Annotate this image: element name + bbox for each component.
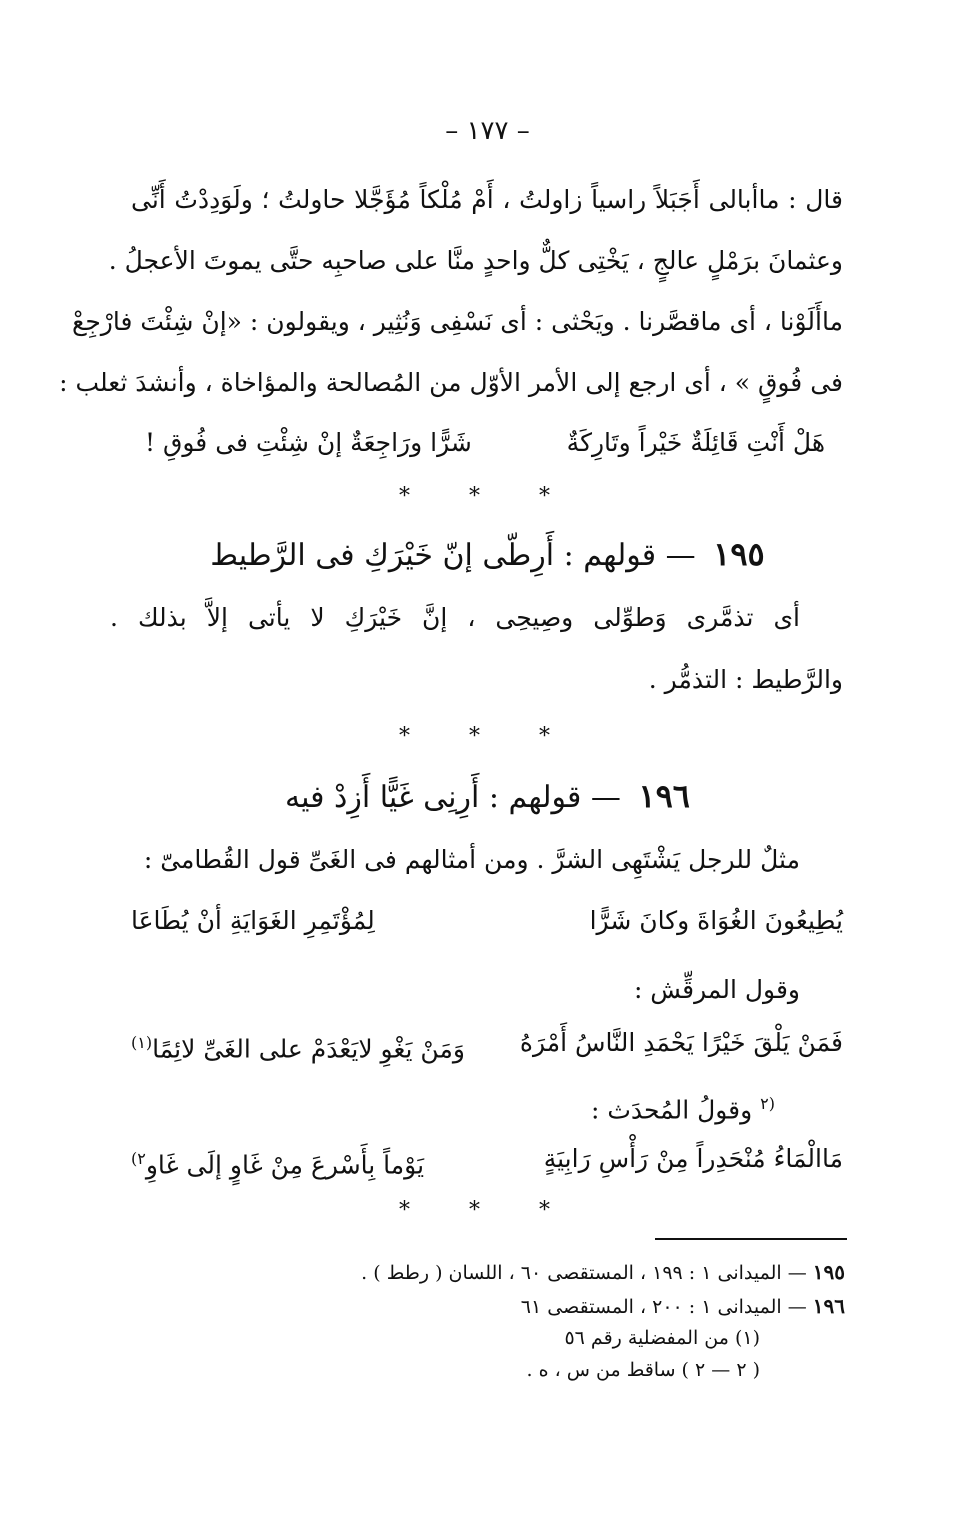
text-line: قال : ماأبالى أَجَبَلاً راسياً زاولتُ ، أَمْ مُلْكاً مُؤَجَّلا حاولتُ ؛ ولَوَدِدْتُ أَنِّى <box>131 185 843 214</box>
section-separator: * * * <box>399 1198 576 1223</box>
footnote-mark: ٢) <box>131 1149 146 1168</box>
footnote-text: — الميدانى ١ : ١٩٩ ، المستقصى ٦٠ ، اللسان ( رطط ) . <box>361 1262 807 1284</box>
footnote <box>133 1258 845 1287</box>
section-heading <box>0 532 975 578</box>
verse-text: وَمَنْ يَغْوِ لايَعْدَمْ على الغَىِّ لائِمًا <box>152 1034 465 1064</box>
verse-hemistich-left: شَرًّا ورَاجِعَةٌ إنْ شِئْتِ فى فُوقِ ! <box>145 428 472 457</box>
footnote <box>133 1292 845 1321</box>
footnote <box>48 1356 760 1384</box>
text-line: والرَّطيط : التذمُّر . <box>648 665 843 694</box>
section-title: — قولهم : أَرِطّى إنّ خَيْرَكِ فى الرَّطيط <box>210 538 696 573</box>
verse-hemistich-right: يُطِيعُونَ الغُوَاةَ وكانَ شَرًّا <box>589 906 843 935</box>
verse-line <box>131 1140 843 1184</box>
section-number: ١٩٥ <box>713 535 765 573</box>
text-line <box>63 1086 775 1128</box>
text-line: أى تذمَّرى وَطوِّلى وصِيحِى ، إنَّ خَيْرَكِ لا يأتى إلاَّ بذلك . <box>110 603 800 632</box>
section-heading <box>0 774 975 820</box>
footnote-text: (١) من المفضلية رقم ٥٦ <box>564 1327 760 1349</box>
verse-hemistich-right: مَاالْمَاءُ مُنْحَدِراً مِنْ رَأْسِ رَابِيَةٍ <box>543 1144 843 1173</box>
footnote-mark: (٢ <box>760 1094 775 1113</box>
footnote-number: ١٩٥ <box>812 1260 845 1284</box>
footnote-rule <box>655 1238 847 1240</box>
verse-hemistich-right: هَلْ أَنْتِ قَائِلَةٌ خَيْراً وتَارِكَةٌ <box>566 428 825 457</box>
section-separator: * * * <box>399 724 576 749</box>
footnote <box>48 1324 760 1352</box>
text-line: ماأَلَوْنا ، أى ماقصَّرنا . ويَحْثى : أى نَسْفِى وَنُثِير ، ويقولون : «إنْ شِئْتَ فارْجِعْ <box>72 307 843 336</box>
verse-line <box>131 902 843 940</box>
text-fragment: وقولُ المُحدَث : <box>590 1095 753 1125</box>
verse-hemistich-right: فَمَنْ يَلْقَ خَيْرًا يَحْمَدِ النَّاسُ أَمْرَهُ <box>519 1028 843 1057</box>
verse-hemistich-left <box>131 1024 465 1068</box>
page-number: – ١٧٧ – <box>445 116 530 146</box>
footnote-number: ١٩٦ <box>812 1294 845 1318</box>
section-number: ١٩٦ <box>638 777 690 815</box>
footnote-text: ( ٢ — ٢ ) ساقط من س ، ه . <box>526 1359 760 1381</box>
section-title: — قولهم : أَرِنِى غَيًّا أَزِدْ فيه <box>285 780 621 815</box>
text-line: وقول المرقِّش : <box>633 975 800 1004</box>
footnote-text: — الميدانى ١ : ٢٠٠ ، المستقصى ٦١ <box>520 1296 807 1318</box>
verse-line <box>145 424 825 462</box>
verse-text: يَوْماً بِأَسْرعَ مِنْ غَاوٍ إلَى غَاوِ <box>145 1150 425 1180</box>
text-line: وعثمانَ برَمْلٍ عالجٍ ، يَخْتِى كلٌّ واحدٍ منَّا على صاحبِه حتَّى يموتَ الأعجلُ . <box>108 246 843 275</box>
text-line: مثلٌ للرجل يَشْتَهِى الشرَّ . ومن أمثالهم فى الغَىِّ قول القُطامىّ : <box>143 845 800 874</box>
verse-hemistich-left: لِمُؤْتَمِرِ الغَوَايَةِ أنْ يُطَاعَا <box>131 906 375 935</box>
text-line: فى فُوقٍ » ، أى ارجع إلى الأمر الأوّل من المُصالحة والمؤاخاة ، وأنشدَ ثعلب : <box>59 368 843 397</box>
verse-hemistich-left <box>131 1140 424 1184</box>
verse-line <box>131 1024 843 1068</box>
footnote-mark: (١) <box>131 1033 153 1052</box>
section-separator: * * * <box>399 484 576 509</box>
